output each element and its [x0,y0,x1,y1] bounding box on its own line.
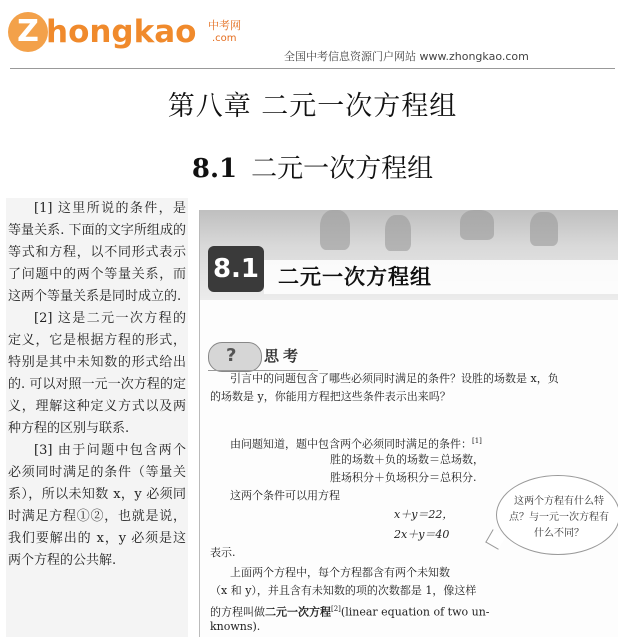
header-divider [10,68,615,69]
equation-text-1: 胜的场数＋负的场数＝总场数， [330,453,484,466]
footnote-ref-2[interactable]: [2] [331,605,341,613]
equation-2: 2x＋y＝40 [394,528,450,541]
answer-line-2: 这两个条件可以用方程 [230,489,340,502]
section-badge: 8.1 [208,246,264,292]
banner-photo-figure [530,212,558,246]
term-bold: 二元一次方程 [265,605,331,619]
biaoshi-text: 表示. [210,546,236,559]
answer-line-1: 由问题知道，题中包含两个必须同时满足的条件：[1] [230,437,482,451]
logo-initial: Z [8,12,48,52]
question-line-2: 的场数是 y，你能用方程把这些条件表示出来吗？ [210,390,451,403]
banner-title: 二元一次方程组 [278,265,432,289]
section-number: 8.1 [191,154,238,184]
question-mark-icon: ? [208,342,262,372]
site-tagline: 全国中考信息资源门户网站 www.zhongkao.com [284,50,529,63]
margin-notes [6,198,188,637]
section-banner [200,210,618,300]
paragraph-line-4: knowns). [210,620,261,633]
banner-photo-figure [320,210,350,250]
site-header [0,0,625,70]
textbook-page [199,210,618,637]
question-line-1: 引言中的问题包含了哪些必须同时满足的条件？设胜的场数是 x，负 [230,372,559,385]
section-title: 二元一次方程组 [251,154,434,184]
equation-1: x＋y＝22， [394,508,454,521]
footnote-ref-1[interactable]: [1] [472,437,482,445]
speech-bubble-text: 这两个方程有什么特点？与一元一次方程有什么不同？ [509,496,609,539]
note-1: [1] 这里所说的条件，是等量关系. 下面的文字所组成的等式和方程，以不同形式表示了问题中的两个等量关系，而这两个等量关系是同时成立的. [8,201,186,304]
logo-domain-suffix: .com [212,33,237,44]
equation-text-2: 胜场积分＋负场积分＝总积分. [330,471,477,484]
paragraph-line-2: （x 和 y），并且含有未知数的项的次数都是 1，像这样 [210,584,477,597]
logo-wordmark: hongkao [46,14,197,50]
note-2: [2] 这是二元一次方程的定义，它是根据方程的形式，特别是其中未知数的形式给出的. 可以对照一元一次方程的定义，理解这种定义方式以及两种方程的区别与联系. [8,311,186,436]
paragraph-line-1: 上面两个方程中，每个方程都含有两个未知数 [230,566,450,579]
banner-photo-figure [460,210,494,240]
logo-chinese-name: 中考网 [208,19,241,32]
note-3: [3] 由于问题中包含两个必须同时满足的条件（等量关系），所以未知数 x，y 必须同时满足方程①②，也就是说，我们要解出的 x，y 必须是这两个方程的公共解. [8,443,186,568]
chapter-title: 第八章 二元一次方程组 [167,91,458,122]
section-heading [0,150,625,188]
banner-photo-figure [385,215,411,251]
paragraph-line-3: 的方程叫做二元一次方程[2](linear equation of two un- [210,605,490,619]
zhongkao-logo[interactable] [8,12,248,54]
think-label: 思考 [264,347,303,365]
